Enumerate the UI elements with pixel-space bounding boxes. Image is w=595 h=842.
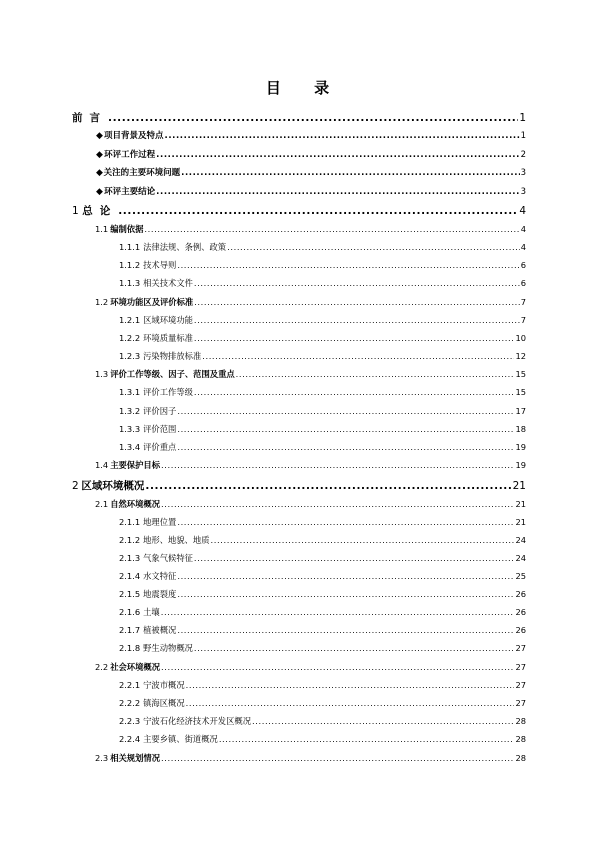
toc-entry-page-number: 27 — [515, 680, 526, 690]
toc-dot-leader — [211, 535, 515, 545]
toc-dot-leader — [177, 571, 514, 581]
toc-entry[interactable] — [119, 697, 526, 709]
toc-entry[interactable] — [96, 185, 526, 197]
toc-entry-label: 项目背景及特点 — [103, 131, 164, 141]
toc-entry[interactable] — [119, 332, 526, 344]
toc-dot-leader — [118, 205, 518, 217]
toc-dot-leader — [194, 297, 520, 307]
toc-entry[interactable] — [119, 405, 526, 417]
toc-entry-number: 2.1.8 — [119, 643, 141, 653]
toc-entry-label: 污染物排放标准 — [143, 351, 202, 361]
toc-entry-number: 2.1.5 — [119, 589, 141, 599]
toc-entry-number: 2.1.7 — [119, 625, 141, 635]
toc-entry-number: 1.2.1 — [119, 315, 141, 325]
toc-dot-leader — [236, 369, 515, 379]
toc-entry-label: 镇海区概况 — [143, 698, 185, 708]
toc-entry-number: 2.2.2 — [119, 698, 141, 708]
toc-dot-leader — [161, 499, 514, 509]
toc-entry-label: 植被概况 — [143, 625, 177, 635]
toc-dot-leader — [202, 351, 514, 361]
toc-entry-number: 2.1.4 — [119, 571, 141, 581]
toc-entry-page-number: 24 — [515, 535, 526, 545]
toc-entry-number: 2.1.3 — [119, 553, 141, 563]
toc-entry-page-number: 12 — [515, 351, 526, 361]
toc-entry-page-number: 26 — [515, 589, 526, 599]
toc-entry-number: 1.3 — [95, 369, 109, 379]
toc-entry-label: 评价重点 — [143, 442, 177, 452]
toc-entry-page-number: 28 — [515, 734, 526, 744]
toc-entry-label: 主要乡镇、街道概况 — [143, 734, 218, 744]
toc-entry-label: 野生动物概况 — [143, 643, 193, 653]
toc-entry-page-number: 27 — [515, 643, 526, 653]
toc-entry[interactable] — [96, 129, 526, 141]
toc-entry-number: 1.1.3 — [119, 278, 141, 288]
toc-entry-page-number: 2 — [520, 150, 526, 160]
toc-entry-label: 社会环境概况 — [110, 662, 160, 672]
toc-entry-number: 1.2.2 — [119, 333, 141, 343]
toc-entry-label: 相关规划情况 — [110, 753, 160, 763]
toc-entry-label: 主要保护目标 — [110, 460, 160, 470]
toc-entry-label: 法律法规、条例、政策 — [143, 242, 227, 252]
toc-dot-leader — [161, 662, 514, 672]
toc-entry[interactable] — [119, 516, 526, 528]
toc-entry-page-number: 19 — [515, 460, 526, 470]
toc-entry-number: 2.2.3 — [119, 716, 141, 726]
toc-entry[interactable] — [95, 459, 526, 471]
toc-entry-number: 1.1.2 — [119, 260, 141, 270]
toc-entry-page-number: 1 — [519, 112, 526, 124]
toc-dot-leader — [177, 406, 514, 416]
toc-entry[interactable] — [119, 679, 526, 691]
toc-entry-number: 2.2.4 — [119, 734, 141, 744]
toc-entry-page-number: 28 — [515, 716, 526, 726]
toc-entry[interactable] — [119, 534, 526, 546]
toc-dot-leader — [194, 278, 520, 288]
toc-dot-leader — [227, 242, 520, 252]
toc-dot-leader — [194, 315, 520, 325]
toc-entry[interactable] — [119, 350, 526, 362]
toc-entry-page-number: 1 — [520, 131, 526, 141]
toc-entry-number: 1.3.4 — [119, 442, 141, 452]
diamond-bullet-icon: ◆ — [96, 187, 103, 197]
toc-entry-page-number: 10 — [515, 333, 526, 343]
toc-dot-leader — [177, 517, 514, 527]
toc-entry-page-number: 21 — [512, 480, 526, 492]
toc-entry-label: 技术导则 — [143, 260, 177, 270]
toc-entry-label: 宁波石化经济技术开发区概况 — [143, 716, 251, 726]
toc-entry-number: 1.4 — [95, 460, 109, 470]
toc-entry-label: 宁波市概况 — [143, 680, 185, 690]
toc-entry-label: 评价工作等级 — [143, 387, 193, 397]
toc-entry[interactable] — [119, 386, 526, 398]
toc-entry[interactable] — [119, 314, 526, 326]
toc-entry[interactable] — [119, 570, 526, 582]
toc-entry[interactable] — [96, 166, 526, 178]
toc-entry-number: 2.2 — [95, 662, 109, 672]
toc-dot-leader — [108, 112, 518, 124]
toc-entry[interactable] — [95, 498, 526, 510]
toc-dot-leader — [186, 698, 515, 708]
toc-entry-number: 2.1.2 — [119, 535, 141, 545]
toc-entry-number: 1.1.1 — [119, 242, 141, 252]
toc-title: 目 录 — [265, 79, 344, 97]
toc-dot-leader — [219, 734, 515, 744]
toc-entry-label: 总论 — [82, 205, 118, 217]
toc-entry-label: 相关技术文件 — [143, 278, 193, 288]
toc-entry-page-number: 17 — [515, 406, 526, 416]
toc-entry[interactable] — [119, 552, 526, 564]
toc-entry-page-number: 24 — [515, 553, 526, 563]
toc-entry-page-number: 4 — [519, 205, 526, 217]
toc-entry[interactable] — [95, 223, 526, 235]
toc-dot-leader — [177, 442, 514, 452]
toc-entry[interactable] — [119, 588, 526, 600]
toc-entry-page-number: 28 — [515, 753, 526, 763]
toc-entry-label: 前言 — [72, 112, 107, 124]
toc-entry-label: 区域环境功能 — [143, 315, 193, 325]
toc-dot-leader — [194, 553, 515, 563]
toc-entry-page-number: 6 — [520, 278, 526, 288]
toc-entry-page-number: 6 — [520, 260, 526, 270]
toc-dot-leader — [164, 131, 519, 141]
toc-dot-leader — [177, 260, 519, 270]
toc-entry[interactable] — [119, 277, 526, 289]
toc-dot-leader — [186, 680, 515, 690]
toc-entry-number: 1.2.3 — [119, 351, 141, 361]
toc-entry-page-number: 21 — [515, 499, 526, 509]
toc-entry[interactable] — [95, 752, 526, 764]
toc-entry-label: 环评工作过程 — [104, 150, 156, 160]
toc-entry-number: 2.1.6 — [119, 607, 141, 617]
toc-entry-label: 气象气候特征 — [143, 553, 193, 563]
toc-entry-label: 环评主要结论 — [104, 187, 156, 197]
toc-entry-number: 1 — [72, 205, 79, 217]
toc-entry-label: 地形、地貌、地质 — [143, 535, 210, 545]
toc-entry-page-number: 3 — [520, 187, 526, 197]
diamond-bullet-icon: ◆ — [96, 168, 103, 178]
toc-dot-leader — [252, 716, 514, 726]
toc-entry-page-number: 21 — [515, 517, 526, 527]
toc-entry-label: 区域环境概况 — [81, 480, 145, 492]
toc-entry[interactable] — [119, 733, 526, 745]
toc-entry-page-number: 27 — [515, 662, 526, 672]
toc-dot-leader — [161, 753, 514, 763]
toc-entry[interactable] — [119, 715, 526, 727]
toc-dot-leader — [194, 333, 515, 343]
toc-entry-page-number: 18 — [515, 424, 526, 434]
toc-dot-leader — [161, 460, 514, 470]
toc-entry-label: 土壤 — [143, 607, 160, 617]
toc-entry[interactable] — [96, 148, 526, 160]
toc-entry-label: 水文特征 — [143, 571, 177, 581]
toc-entry-number: 2.3 — [95, 753, 109, 763]
toc-dot-leader — [177, 589, 514, 599]
toc-entry[interactable] — [119, 259, 526, 271]
toc-dot-leader — [161, 607, 515, 617]
toc-dot-leader — [145, 480, 511, 492]
toc-entry[interactable] — [95, 296, 526, 308]
toc-entry[interactable] — [119, 624, 526, 636]
diamond-bullet-icon: ◆ — [96, 131, 103, 141]
toc-entry-page-number: 7 — [520, 315, 526, 325]
toc-entry-page-number: 4 — [520, 242, 526, 252]
toc-entry[interactable] — [72, 203, 526, 218]
toc-entry[interactable] — [119, 642, 526, 654]
toc-entry[interactable] — [119, 606, 526, 618]
toc-dot-leader — [194, 387, 515, 397]
toc-entry-label: 环境质量标准 — [143, 333, 193, 343]
toc-entry-page-number: 7 — [520, 297, 526, 307]
toc-entry[interactable] — [119, 441, 526, 453]
toc-entry-page-number: 4 — [520, 224, 526, 234]
toc-entry-number: 1.3.2 — [119, 406, 141, 416]
toc-entry[interactable] — [95, 661, 526, 673]
toc-entry-label: 地震裂度 — [143, 589, 177, 599]
toc-entry-page-number: 15 — [515, 387, 526, 397]
toc-entry-number: 2.1 — [95, 499, 109, 509]
toc-entry-label: 评价工作等级、因子、范围及重点 — [110, 369, 235, 379]
toc-entry[interactable] — [119, 241, 526, 253]
toc-entry-page-number: 26 — [515, 607, 526, 617]
toc-entry-label: 评价因子 — [143, 406, 177, 416]
toc-entry-page-number: 15 — [515, 369, 526, 379]
toc-entry[interactable] — [72, 110, 526, 125]
toc-dot-leader — [181, 168, 519, 178]
diamond-bullet-icon: ◆ — [96, 150, 103, 160]
toc-entry-number: 2 — [72, 480, 79, 492]
toc-entry[interactable] — [119, 423, 526, 435]
toc-entry[interactable] — [72, 478, 526, 493]
toc-dot-leader — [177, 625, 514, 635]
toc-entry-page-number: 26 — [515, 625, 526, 635]
toc-entry-number: 1.3.1 — [119, 387, 141, 397]
toc-entry[interactable] — [95, 368, 526, 380]
toc-entry-number: 2.1.1 — [119, 517, 141, 527]
toc-dot-leader — [156, 187, 519, 197]
toc-entry-label: 地理位置 — [143, 517, 177, 527]
toc-entry-label: 评价范围 — [143, 424, 177, 434]
toc-entry-label: 环境功能区及评价标准 — [110, 297, 194, 307]
toc-dot-leader — [156, 150, 519, 160]
toc-entry-label: 自然环境概况 — [110, 499, 160, 509]
toc-entry-page-number: 3 — [520, 168, 526, 178]
toc-entry-page-number: 27 — [515, 698, 526, 708]
toc-entry-label: 编制依据 — [110, 224, 144, 234]
toc-entry-number: 2.2.1 — [119, 680, 141, 690]
toc-entry-page-number: 19 — [515, 442, 526, 452]
toc-entry-number: 1.1 — [95, 224, 109, 234]
toc-dot-leader — [194, 643, 515, 653]
toc-dot-leader — [177, 424, 514, 434]
toc-entry-page-number: 25 — [515, 571, 526, 581]
toc-dot-leader — [144, 224, 519, 234]
toc-entry-number: 1.3.3 — [119, 424, 141, 434]
toc-entry-label: 关注的主要环境问题 — [103, 168, 181, 178]
toc-entry-number: 1.2 — [95, 297, 109, 307]
